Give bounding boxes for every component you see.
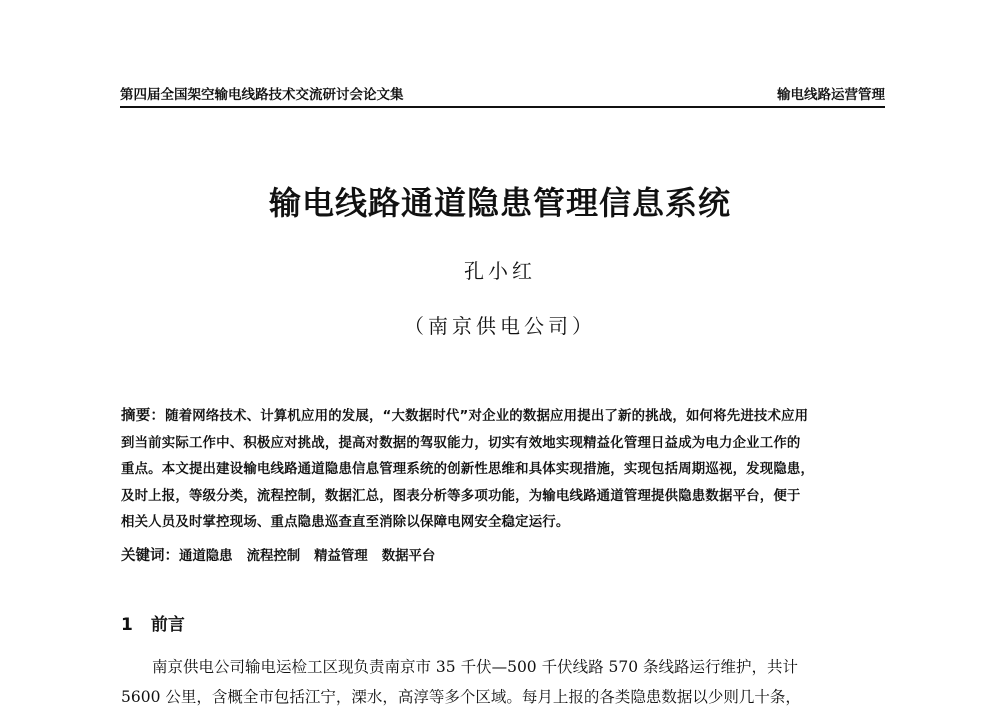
abstract-line: 相关人员及时掌控现场、重点隐患巡查直至消除以保障电网安全稳定运行。 [121, 515, 570, 531]
abstract [121, 403, 885, 537]
section-heading [121, 610, 185, 635]
keywords [121, 544, 885, 565]
abstract-line: 及时上报，等级分类，流程控制，数据汇总，图表分析等多项功能，为输电线路通道管理提供隐患数据平台，便于 [121, 488, 801, 504]
abstract-label: 摘要： [121, 408, 166, 424]
abstract-line [121, 403, 885, 431]
body-paragraph [121, 652, 885, 712]
keyword-item: 流程控制 [246, 549, 301, 564]
abstract-text: 随着网络技术、计算机应用的发展，“大数据时代”对企业的数据应用提出了新的挑战，如何将先进技术应用 [165, 409, 809, 424]
keyword-item: 数据平台 [381, 549, 436, 564]
author-affiliation: （南京供电公司） [404, 314, 596, 338]
body-line: 南京供电公司输电运检工区现负责南京市 35 千伏—500 千伏线路 570 条线路运行维护，共计 [152, 658, 799, 676]
header-section-name: 输电线路运营管理 [777, 87, 885, 103]
running-header [120, 84, 885, 108]
keywords-label: 关键词： [121, 548, 179, 564]
author-name: 孔小红 [464, 259, 536, 283]
keyword-item: 通道隐患 [179, 549, 233, 564]
header-proceedings-title: 第四届全国架空输电线路技术交流研讨会论文集 [120, 87, 404, 103]
section-title: 前言 [150, 615, 185, 635]
abstract-line: 重点。本文提出建设输电线路通道隐患信息管理系统的创新性思维和具体实现措施，实现包括周期巡视，发现隐患， [121, 462, 815, 478]
paper-title: 输电线路通道隐患管理信息系统 [268, 184, 731, 222]
keyword-item: 精益管理 [314, 549, 368, 564]
abstract-line: 到当前实际工作中、积极应对挑战，提高对数据的驾驭能力，切实有效地实现精益化管理日益成为电力企业工作的 [121, 435, 801, 451]
body-line: 5600 公里，含概全市包括江宁，溧水，高淳等多个区域。每月上报的各类隐患数据以少则几十条， [121, 688, 801, 706]
section-number: 1 [121, 615, 133, 635]
